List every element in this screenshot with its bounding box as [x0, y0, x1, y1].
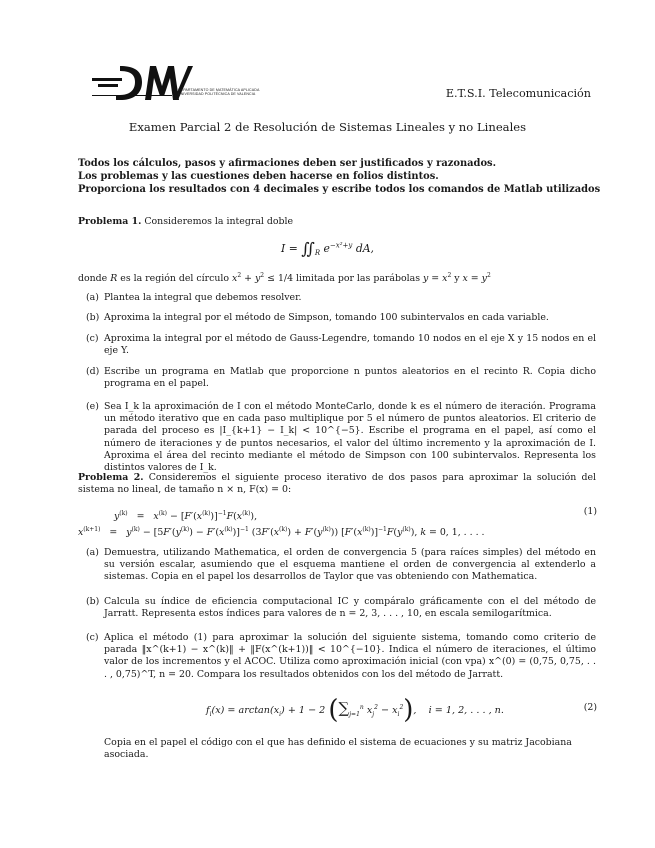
problem2-item-b: (b) Calcula su índice de eficiencia computacional IC y compáralo gráficamente con el del método de Jarratt. Representa estos índices para valores de n = 2, 3, . . . , 10, en escala semilogarítmica.	[86, 596, 596, 620]
problem1-item-a: (a) Plantea la integral que debemos resolver.	[86, 292, 302, 303]
logo-line-2: UNIVERSIDAD POLITÉCNICA DE VALENCIA	[178, 92, 256, 97]
problem2-heading: Problema 2.	[78, 472, 144, 483]
problem2-item-a: (a) Demuestra, utilizando Mathematica, el orden de convergencia 5 (para raíces simples) del método en su versión escalar, asumiendo que el esquema mantiene el orden de convergencia al extenderlo a sistemas. Copia en el papel los desarrollos de Taylor que vas obteniendo con Mathematica.	[86, 547, 596, 583]
logo-line-1: DEPARTAMENTO DE MATEMÁTICA APLICADA	[178, 88, 260, 92]
problem1-item-d: (d) Escribe un programa en Matlab que proporcione n puntos aleatorios en el recinto R. Copia dicho programa en el papel.	[86, 366, 596, 390]
final-note: Copia en el papel el código con el que has definido el sistema de ecuaciones y su matriz Jacobiana asociada.	[104, 737, 572, 761]
problem1-region-text: donde R es la región del círculo $x^2 + y^2 \le 1/4$ limitada por las parábolas $y = x^2$ y $x = y^2$	[78, 272, 491, 285]
school-name: E.T.S.I. Telecomunicación	[445, 87, 591, 100]
instruction-line: Proporciona los resultados con 4 decimales y escribe todos los comandos de Matlab utilizados	[78, 184, 601, 196]
scheme-step-2: $x^{(k+1)} = y^{(k)} - [5F'(y^{(k)}) - F'(x^{(k)})]^{-1}$ $(3F'(x^{(k)}) + F'(y^{(k)}))$ $[F'(x^{(k)})]^{-1}F(y^{(k)})$, k = 0, 1, . . . .	[78, 526, 485, 539]
logo-subtitle	[178, 88, 259, 97]
equation-number-2: (2)	[583, 702, 597, 713]
scheme-step-1: $y^{(k)} = x^{(k)} - [F'(x^{(k)})]^{-1}F(x^{(k)})$,	[114, 510, 258, 523]
problem2-intro-text: Consideremos el siguiente proceso iterativo de dos pasos para aproximar la solución del sistema no lineal, de tamaño n × n, F(x) = 0:	[78, 472, 596, 496]
instructions	[78, 157, 601, 197]
double-integral-equation: $I = ∬_R$ $e^{-x^2+y}$ dA,	[281, 239, 374, 258]
problem1-item-b: (b) Aproxima la integral por el método de Simpson, tomando 100 subintervalos en cada variable.	[86, 312, 549, 323]
problem1-intro	[78, 216, 293, 228]
problem1-intro-text: Consideremos la integral doble	[144, 216, 294, 227]
problem2-intro	[78, 472, 596, 496]
problem1-heading: Problema 1.	[78, 216, 142, 227]
instruction-line: Todos los cálculos, pasos y afirmaciones deben ser justificados y razonados.	[78, 158, 497, 169]
problem1-item-c: (c) Aproxima la integral por el método de Gauss-Legendre, tomando 10 nodos en el eje X y 15 nodos en el eje Y.	[86, 333, 596, 357]
problem1-item-e: (e) Sea I_k la aproximación de I con el método MonteCarlo, donde k es el número de iteración. Programa un método iterativo que en cada paso multiplique por 5 el número de puntos aleatorios. El criterio de parada del proceso es |I_{k+1} − I_k| < 10^{−5}. Escribe el programa en el papel, así como el número de iteraciones y de puntos necesarios, el valor del último incremento y la aproximación de I. Aproxima el área del recinto mediante el método de Simpson con 100 subintervalos. Representa los distintos valores de I_k.	[86, 401, 596, 474]
equation-number-1: (1)	[583, 506, 597, 517]
instruction-line: Los problemas y las cuestiones deben hacerse en folios distintos.	[78, 171, 439, 183]
exam-title: Examen Parcial 2 de Resolución de Sistemas Lineales y no Lineales	[128, 120, 527, 134]
problem2-item-c: (c) Aplica el método (1) para aproximar la solución del siguiente sistema, tomando como criterio de parada ‖x^(k+1) − x^(k)‖ + ‖F(x^(k+1))‖ < 10^{−10}. Indica el número de iteraciones, el último valor de los incrementos y el ACOC. Utiliza como aproximación inicial (con vpa) x^(0) = (0,75, 0,75, . . . , 0,75)^T, n = 20. Compara los resultados obtenidos con los del método de Jarratt.	[86, 632, 596, 680]
dma-logo	[90, 64, 280, 104]
system-function-equation: $f_i(x) = \arctan(x_i) + 1 - 2$ ($\sum_{j=1}^n$ $x_j^2 - x_i^2$), i = 1, 2, . . . , n.	[206, 695, 504, 725]
